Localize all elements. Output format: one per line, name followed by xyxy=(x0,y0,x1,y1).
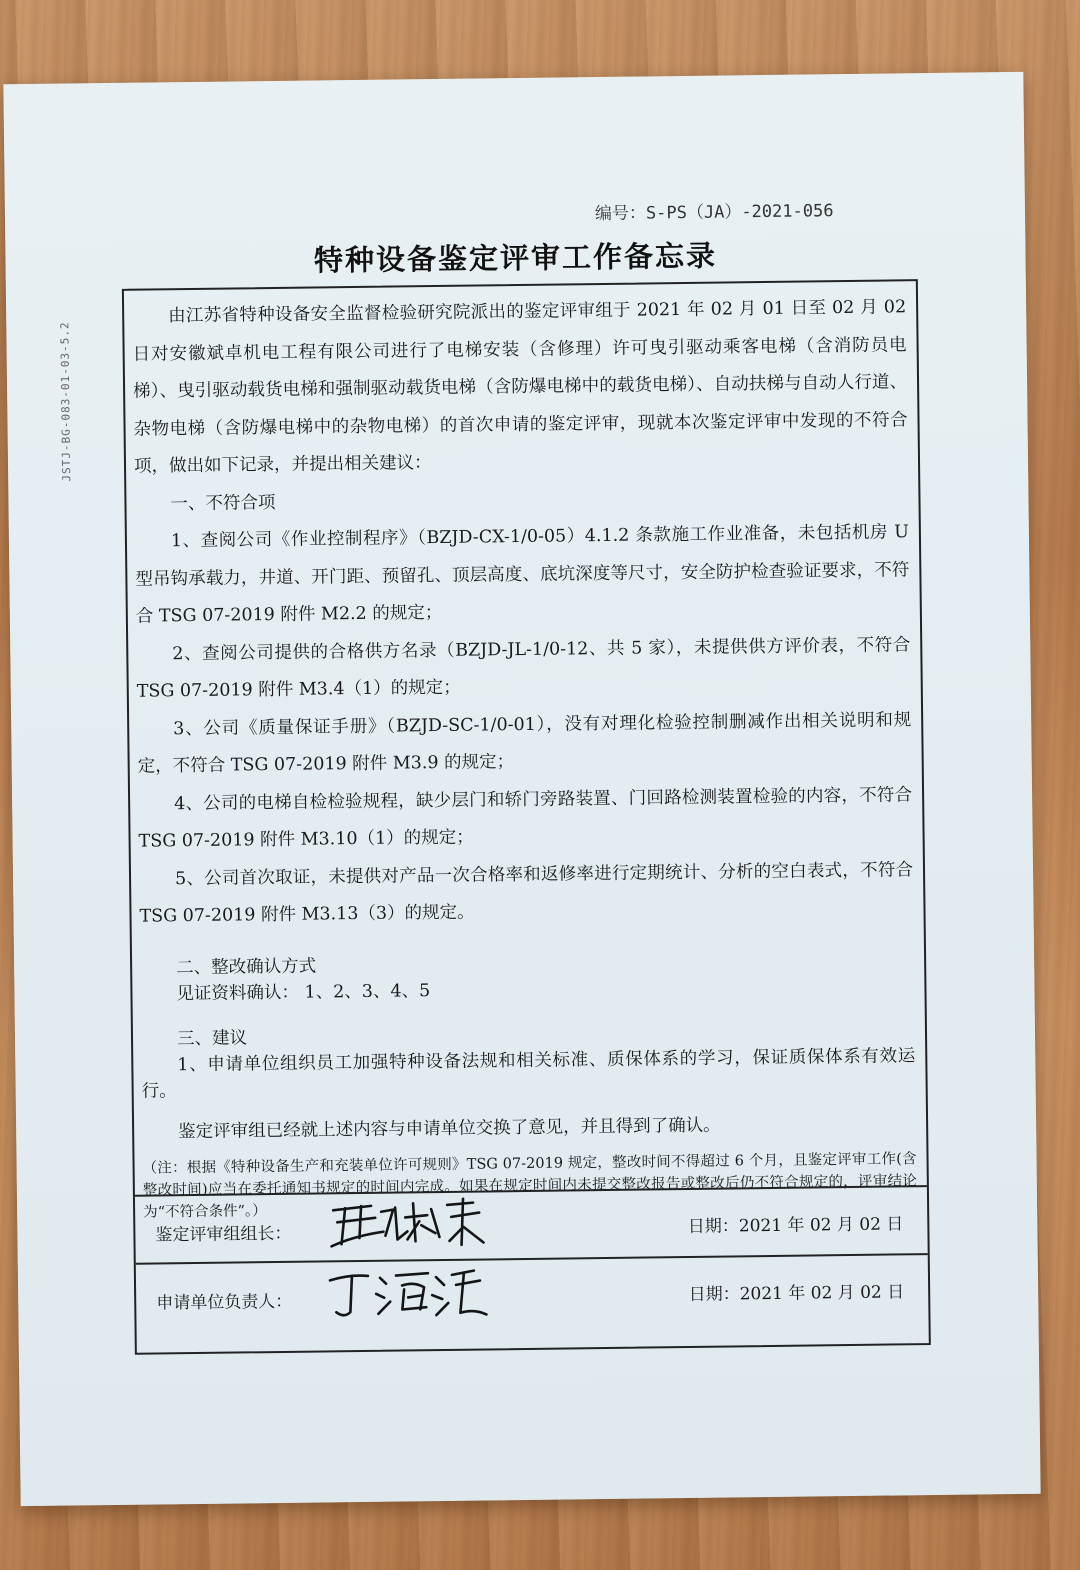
document-paper xyxy=(3,72,1040,1506)
section2-line: 见证资料确认： 1、2、3、4、5 xyxy=(176,980,431,1004)
document-title: 特种设备鉴定评审工作备忘录 xyxy=(313,238,718,278)
nonconformity-item-3: 3、公司《质量保证手册》（BZJD-SC-1/0-01），没有对理化检验控制删减作出相关说明和规定，不符合 TSG 07-2019 附件 M3.9 的规定； xyxy=(137,709,912,777)
document-number: 编号：S-PS（JA）-2021-056 xyxy=(594,201,834,225)
team-leader-date: 日期：2021 年 02 月 02 日 xyxy=(687,1214,904,1238)
applicant-date: 日期：2021 年 02 月 02 日 xyxy=(688,1282,905,1306)
section2-heading: 二、整改确认方式 xyxy=(176,956,317,978)
footnote: （注：根据《特种设备生产和充装单位许可规则》TSG 07-2019 规定，整改时间不得超过 6 个月，且鉴定评审工作(含整改时间)应当在委托通知书规定的时间内完成。如果在规定时间内未提交整改报告或整改后仍不符合规定的，评审结论为“不符合条件”。） xyxy=(142,1151,917,1221)
signature-row-applicant xyxy=(136,1253,929,1333)
nonconformity-item-5: 5、公司首次取证，未提供对产品一次合格率和返修率进行定期统计、分析的空白表式，不符合 TSG 07-2019 附件 M3.13（3）的规定。 xyxy=(139,859,914,927)
applicant-signature xyxy=(324,1258,495,1322)
signature-row-team-leader xyxy=(135,1185,928,1265)
side-form-code: JSTJ-BG-083-01-03-5.2 xyxy=(58,321,74,482)
memo-body xyxy=(132,289,917,1223)
team-leader-label: 鉴定评审组组长： xyxy=(155,1223,292,1246)
section3-heading: 三、建议 xyxy=(176,1027,248,1049)
section3-line: 1、申请单位组织员工加强特种设备法规和相关标准、质保体系的学习，保证质保体系有效运行。 xyxy=(141,1045,916,1102)
exchange-statement: 鉴定评审组已经就上述内容与申请单位交换了意见，并且得到了确认。 xyxy=(178,1115,721,1142)
intro-paragraph: 由江苏省特种设备安全监督检验研究院派出的鉴定评审组于 2021 年 02 月 01 日至 02 月 02 日对安徽斌卓机电工程有限公司进行了电梯安装（含修理）许可曳引驱动乘客电梯（含消防员电梯）、曳引驱动载货电梯和强制驱动载货电梯（含防爆电梯中的载货电梯）、自动扶梯与自动人行道、杂物电梯（含防爆电梯中的杂物电梯）的首次申请的鉴定评审，现就本次鉴定评审中发现的不符合项，做出如下记录，并提出相关建议： xyxy=(132,297,908,477)
nonconformity-item-1: 1、查阅公司《作业控制程序》（BZJD-CX-1/0-05）4.1.2 条款施工作业准备，未包括机房 U 型吊钩承载力，井道、开门距、预留孔、顶层高度、底坑深度等尺寸，安全防护检查验证要求，不符合 TSG 07-2019 附件 M2.2 的规定； xyxy=(135,522,910,627)
section1-heading: 一、不符合项 xyxy=(170,492,276,514)
content-frame xyxy=(122,279,931,1355)
applicant-label: 申请单位负责人： xyxy=(156,1291,293,1314)
nonconformity-item-2: 2、查阅公司提供的合格供方名录（BZJD-JL-1/0-12、共 5 家），未提供供方评价表，不符合 TSG 07-2019 附件 M3.4（1）的规定； xyxy=(136,634,911,702)
nonconformity-item-4: 4、公司的电梯自检检验规程，缺少层门和轿门旁路装置、门回路检测装置检验的内容，不符合 TSG 07-2019 附件 M3.10（1）的规定； xyxy=(138,784,913,852)
team-leader-signature xyxy=(323,1190,494,1254)
